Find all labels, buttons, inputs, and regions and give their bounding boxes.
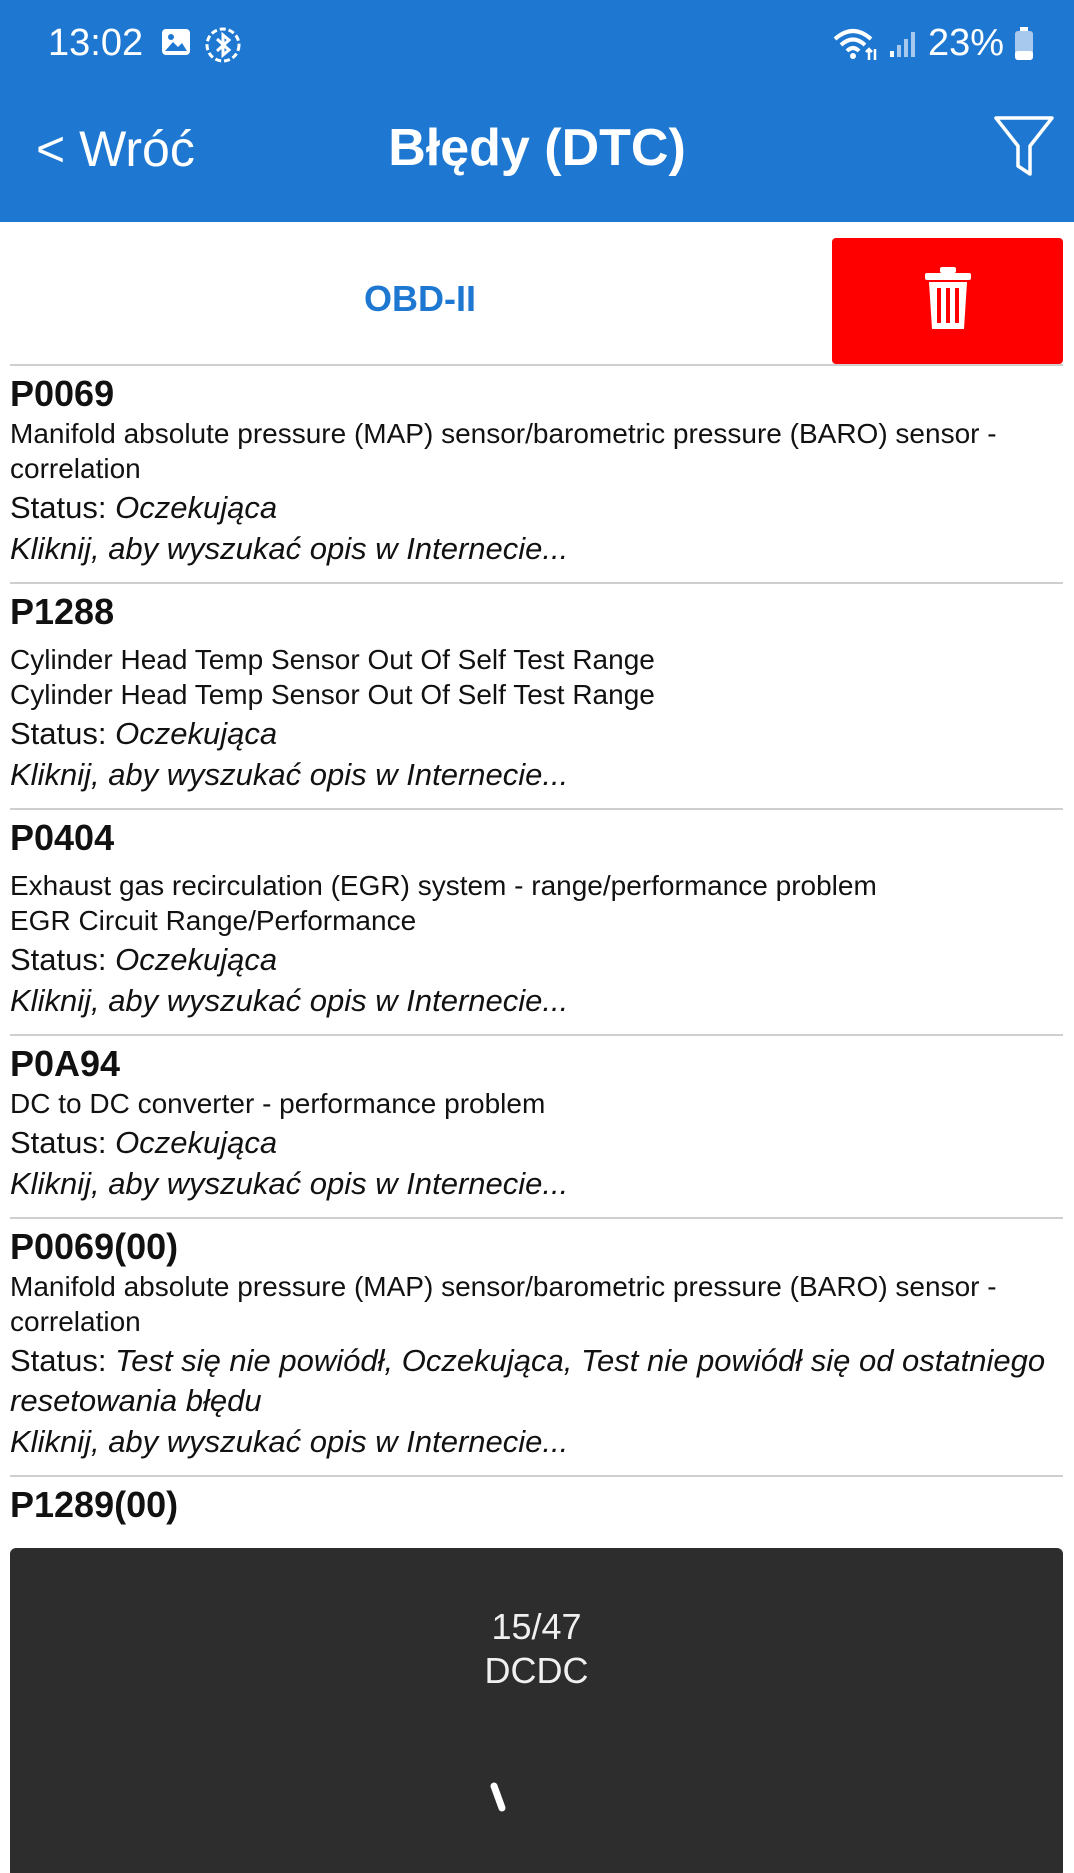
progress-module: DCDC	[484, 1650, 589, 1691]
filter-button[interactable]	[992, 112, 1056, 182]
battery-percentage: 23%	[927, 22, 1004, 64]
dtc-description: EGR Circuit Range/Performance	[10, 905, 417, 936]
dtc-description: Exhaust gas recirculation (EGR) system - range/performance problem	[10, 870, 877, 901]
battery-icon	[1014, 27, 1034, 61]
dtc-status-value: Oczekująca	[115, 716, 278, 751]
dtc-status-label: Status:	[10, 942, 107, 977]
dtc-status-value: Oczekująca	[115, 490, 278, 525]
protocol-label[interactable]: OBD-II	[364, 278, 476, 319]
dtc-item-P0404[interactable]	[10, 808, 1063, 1034]
dtc-item-P1289-00[interactable]	[10, 1475, 1063, 1534]
dtc-code: P1288	[10, 591, 115, 632]
delete-codes-button[interactable]	[832, 238, 1063, 364]
dtc-code: P0404	[10, 817, 115, 858]
trash-icon	[923, 266, 973, 337]
dtc-status	[10, 940, 1063, 980]
dtc-status-label: Status:	[10, 716, 107, 751]
dtc-code: P0069(00)	[10, 1226, 179, 1267]
dtc-item-P0069-00[interactable]	[10, 1217, 1063, 1475]
dtc-status-value: Oczekująca	[115, 942, 278, 977]
app-header	[0, 0, 1074, 222]
dtc-description: Manifold absolute pressure (MAP) sensor/barometric pressure (BARO) sensor - correlation	[10, 1271, 997, 1337]
dtc-search-link[interactable]: Kliknij, aby wyszukać opis w Internecie...	[10, 983, 569, 1018]
dtc-status	[10, 1123, 1063, 1163]
dtc-search-link[interactable]: Kliknij, aby wyszukać opis w Internecie...	[10, 1424, 569, 1459]
dtc-description: Manifold absolute pressure (MAP) sensor/barometric pressure (BARO) sensor - correlation	[10, 418, 997, 484]
dtc-status-label: Status:	[10, 1343, 107, 1378]
dtc-status	[10, 488, 1063, 528]
bluetooth-icon	[204, 26, 242, 69]
dtc-description: DC to DC converter - performance problem	[10, 1088, 546, 1119]
status-notification-icons	[160, 26, 242, 69]
loading-spinner-icon	[486, 1778, 526, 1818]
dtc-code: P1289(00)	[10, 1484, 179, 1525]
status-system-icons	[832, 22, 1034, 65]
dtc-status	[10, 1341, 1063, 1421]
dtc-status-label: Status:	[10, 1125, 107, 1160]
status-time: 13:02	[48, 22, 144, 64]
dtc-search-link[interactable]: Kliknij, aby wyszukać opis w Internecie...	[10, 757, 569, 792]
progress-dialog	[10, 1548, 1063, 1873]
dtc-status	[10, 714, 1063, 754]
wifi-icon	[832, 27, 878, 61]
back-button[interactable]: < Wróć	[36, 121, 195, 177]
dtc-search-link[interactable]: Kliknij, aby wyszukać opis w Internecie...	[10, 1166, 569, 1201]
filter-icon	[992, 169, 1056, 186]
protocol-row	[0, 222, 1074, 364]
progress-count: 15/47	[491, 1606, 582, 1647]
dtc-code: P0A94	[10, 1043, 121, 1084]
page-title: Błędy (DTC)	[388, 119, 686, 177]
dtc-search-link[interactable]: Kliknij, aby wyszukać opis w Internecie...	[10, 531, 569, 566]
dtc-code: P0069	[10, 373, 115, 414]
dtc-list[interactable]	[10, 364, 1063, 1534]
dtc-description: Cylinder Head Temp Sensor Out Of Self Test Range	[10, 644, 655, 675]
signal-icon	[888, 29, 918, 59]
gallery-icon	[160, 26, 192, 69]
dtc-item-P0A94[interactable]	[10, 1034, 1063, 1217]
dtc-status-value: Test się nie powiódł, Oczekująca, Test nie powiódł się od ostatniego resetowania błędu	[10, 1343, 1046, 1418]
dtc-item-P0069[interactable]	[10, 364, 1063, 582]
dtc-item-P1288[interactable]	[10, 582, 1063, 808]
dtc-status-value: Oczekująca	[115, 1125, 278, 1160]
dtc-status-label: Status:	[10, 490, 107, 525]
dtc-description: Cylinder Head Temp Sensor Out Of Self Test Range	[10, 679, 655, 710]
